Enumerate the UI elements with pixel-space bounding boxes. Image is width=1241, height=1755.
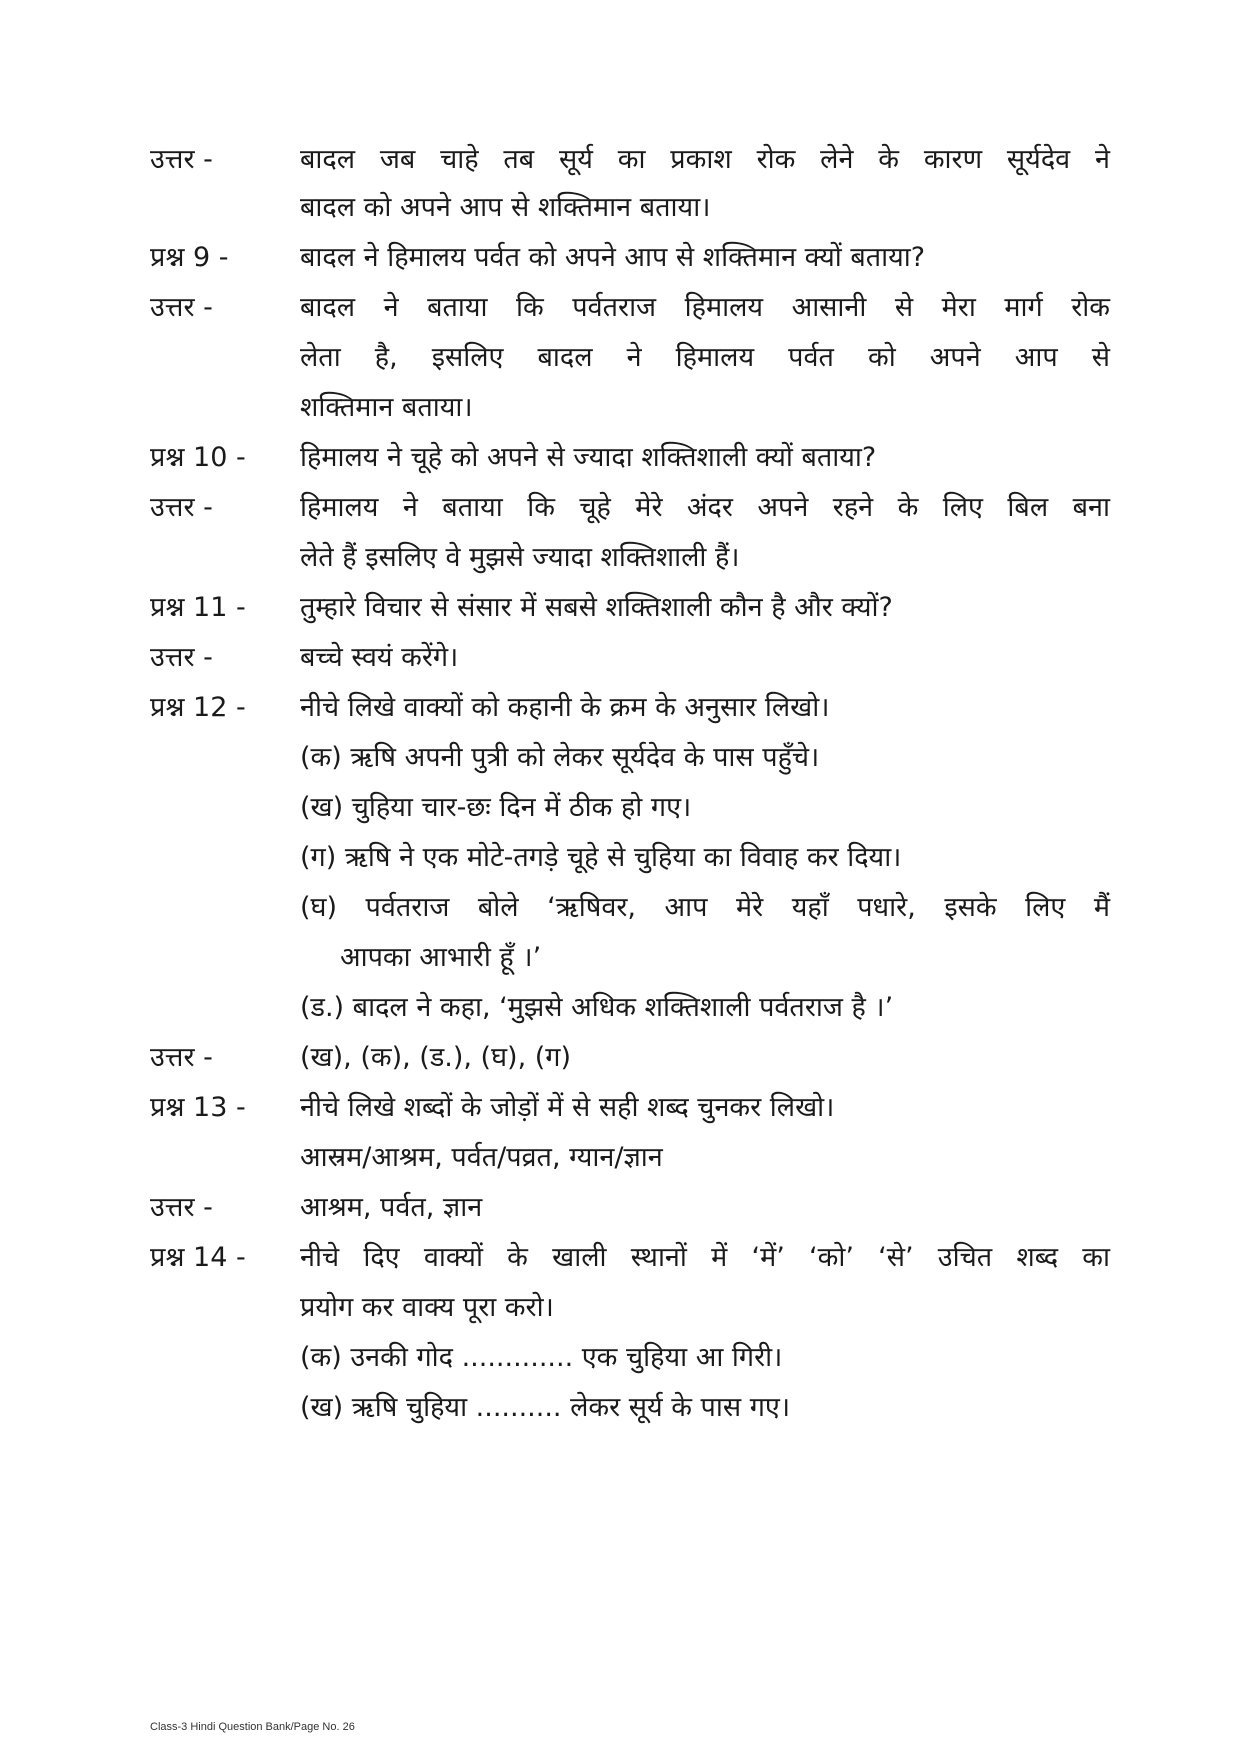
sentence-gha-cont: आपका आभारी हूँ ।’ [340, 942, 542, 973]
answer-label-10: उत्तर - [150, 492, 213, 523]
question-label-9: प्रश्न 9 - [150, 242, 229, 273]
answer-text-9: बादल ने बताया कि पर्वतराज हिमालय आसानी से मेरा मार्ग रोक [300, 292, 1110, 323]
question-label-14: प्रश्न 14 - [150, 1242, 246, 1273]
sentence-ka: (क) ऋषि अपनी पुत्री को लेकर सूर्यदेव के पास पहुँचे। [300, 742, 820, 773]
answer-text-9-end: शक्तिमान बताया। [300, 392, 473, 423]
question-text-9: बादल ने हिमालय पर्वत को अपने आप से शक्तिमान क्यों बताया? [300, 242, 926, 273]
sentence-ga: (ग) ऋषि ने एक मोटे-तगड़े चूहे से चुहिया का विवाह कर दिया। [300, 842, 902, 873]
answer-label-13: उत्तर - [150, 1192, 213, 1223]
word-pairs: आस्रम/आश्रम, पर्वत/पव्रत, ग्यान/ज्ञान [300, 1142, 663, 1173]
answer-text-cont: बादल को अपने आप से शक्तिमान बताया। [300, 192, 711, 223]
page-footer: Class-3 Hindi Question Bank/Page No. 26 [150, 1721, 355, 1733]
question-label-10: प्रश्न 10 - [150, 442, 246, 473]
question-text-13: नीचे लिखे शब्दों के जोड़ों में से सही शब्द चुनकर लिखो। [300, 1092, 835, 1123]
answer-text-10: हिमालय ने बताया कि चूहे मेरे अंदर अपने रहने के लिए बिल बना [300, 492, 1110, 523]
question-label-11: प्रश्न 11 - [150, 592, 246, 623]
answer-label-11: उत्तर - [150, 642, 213, 673]
answer-label-12: उत्तर - [150, 1042, 213, 1073]
question-text-12: नीचे लिखे वाक्यों को कहानी के क्रम के अनुसार लिखो। [300, 692, 830, 723]
fill-blank-ka: (क) उनकी गोद ............. एक चुहिया आ गिरी। [300, 1342, 783, 1373]
fill-blank-kha: (ख) ऋषि चुहिया .......... लेकर सूर्य के पास गए। [300, 1392, 791, 1423]
question-text-14-cont: प्रयोग कर वाक्य पूरा करो। [300, 1292, 554, 1323]
question-text-14: नीचे दिए वाक्यों के खाली स्थानों में ‘में’ ‘को’ ‘से’ उचित शब्द का [300, 1242, 1110, 1273]
question-text-11: तुम्हारे विचार से संसार में सबसे शक्तिशाली कौन है और क्यों? [300, 592, 893, 623]
sentence-kha: (ख) चुहिया चार-छः दिन में ठीक हो गए। [300, 792, 692, 823]
question-text-10: हिमालय ने चूहे को अपने से ज्यादा शक्तिशाली क्यों बताया? [300, 442, 877, 473]
answer-text-13: आश्रम, पर्वत, ज्ञान [300, 1192, 483, 1223]
answer-text: बादल जब चाहे तब सूर्य का प्रकाश रोक लेने के कारण सूर्यदेव ने [300, 144, 1110, 175]
answer-text-10-cont: लेते हैं इसलिए वे मुझसे ज्यादा शक्तिशाली हैं। [300, 542, 740, 573]
sentence-da: (ड.) बादल ने कहा, ‘मुझसे अधिक शक्तिशाली पर्वतराज है ।’ [300, 992, 894, 1023]
answer-text-11: बच्चे स्वयं करेंगे। [300, 642, 459, 673]
answer-text-9-cont: लेता है, इसलिए बादल ने हिमालय पर्वत को अपने आप से [300, 342, 1110, 373]
answer-label: उत्तर - [150, 144, 213, 175]
question-label-13: प्रश्न 13 - [150, 1092, 246, 1123]
answer-label-9: उत्तर - [150, 292, 213, 323]
answer-text-12: (ख), (क), (ड.), (घ), (ग) [300, 1042, 572, 1073]
question-label-12: प्रश्न 12 - [150, 692, 246, 723]
sentence-gha: (घ) पर्वतराज बोले ‘ऋषिवर, आप मेरे यहाँ पधारे, इसके लिए मैं [300, 892, 1110, 923]
